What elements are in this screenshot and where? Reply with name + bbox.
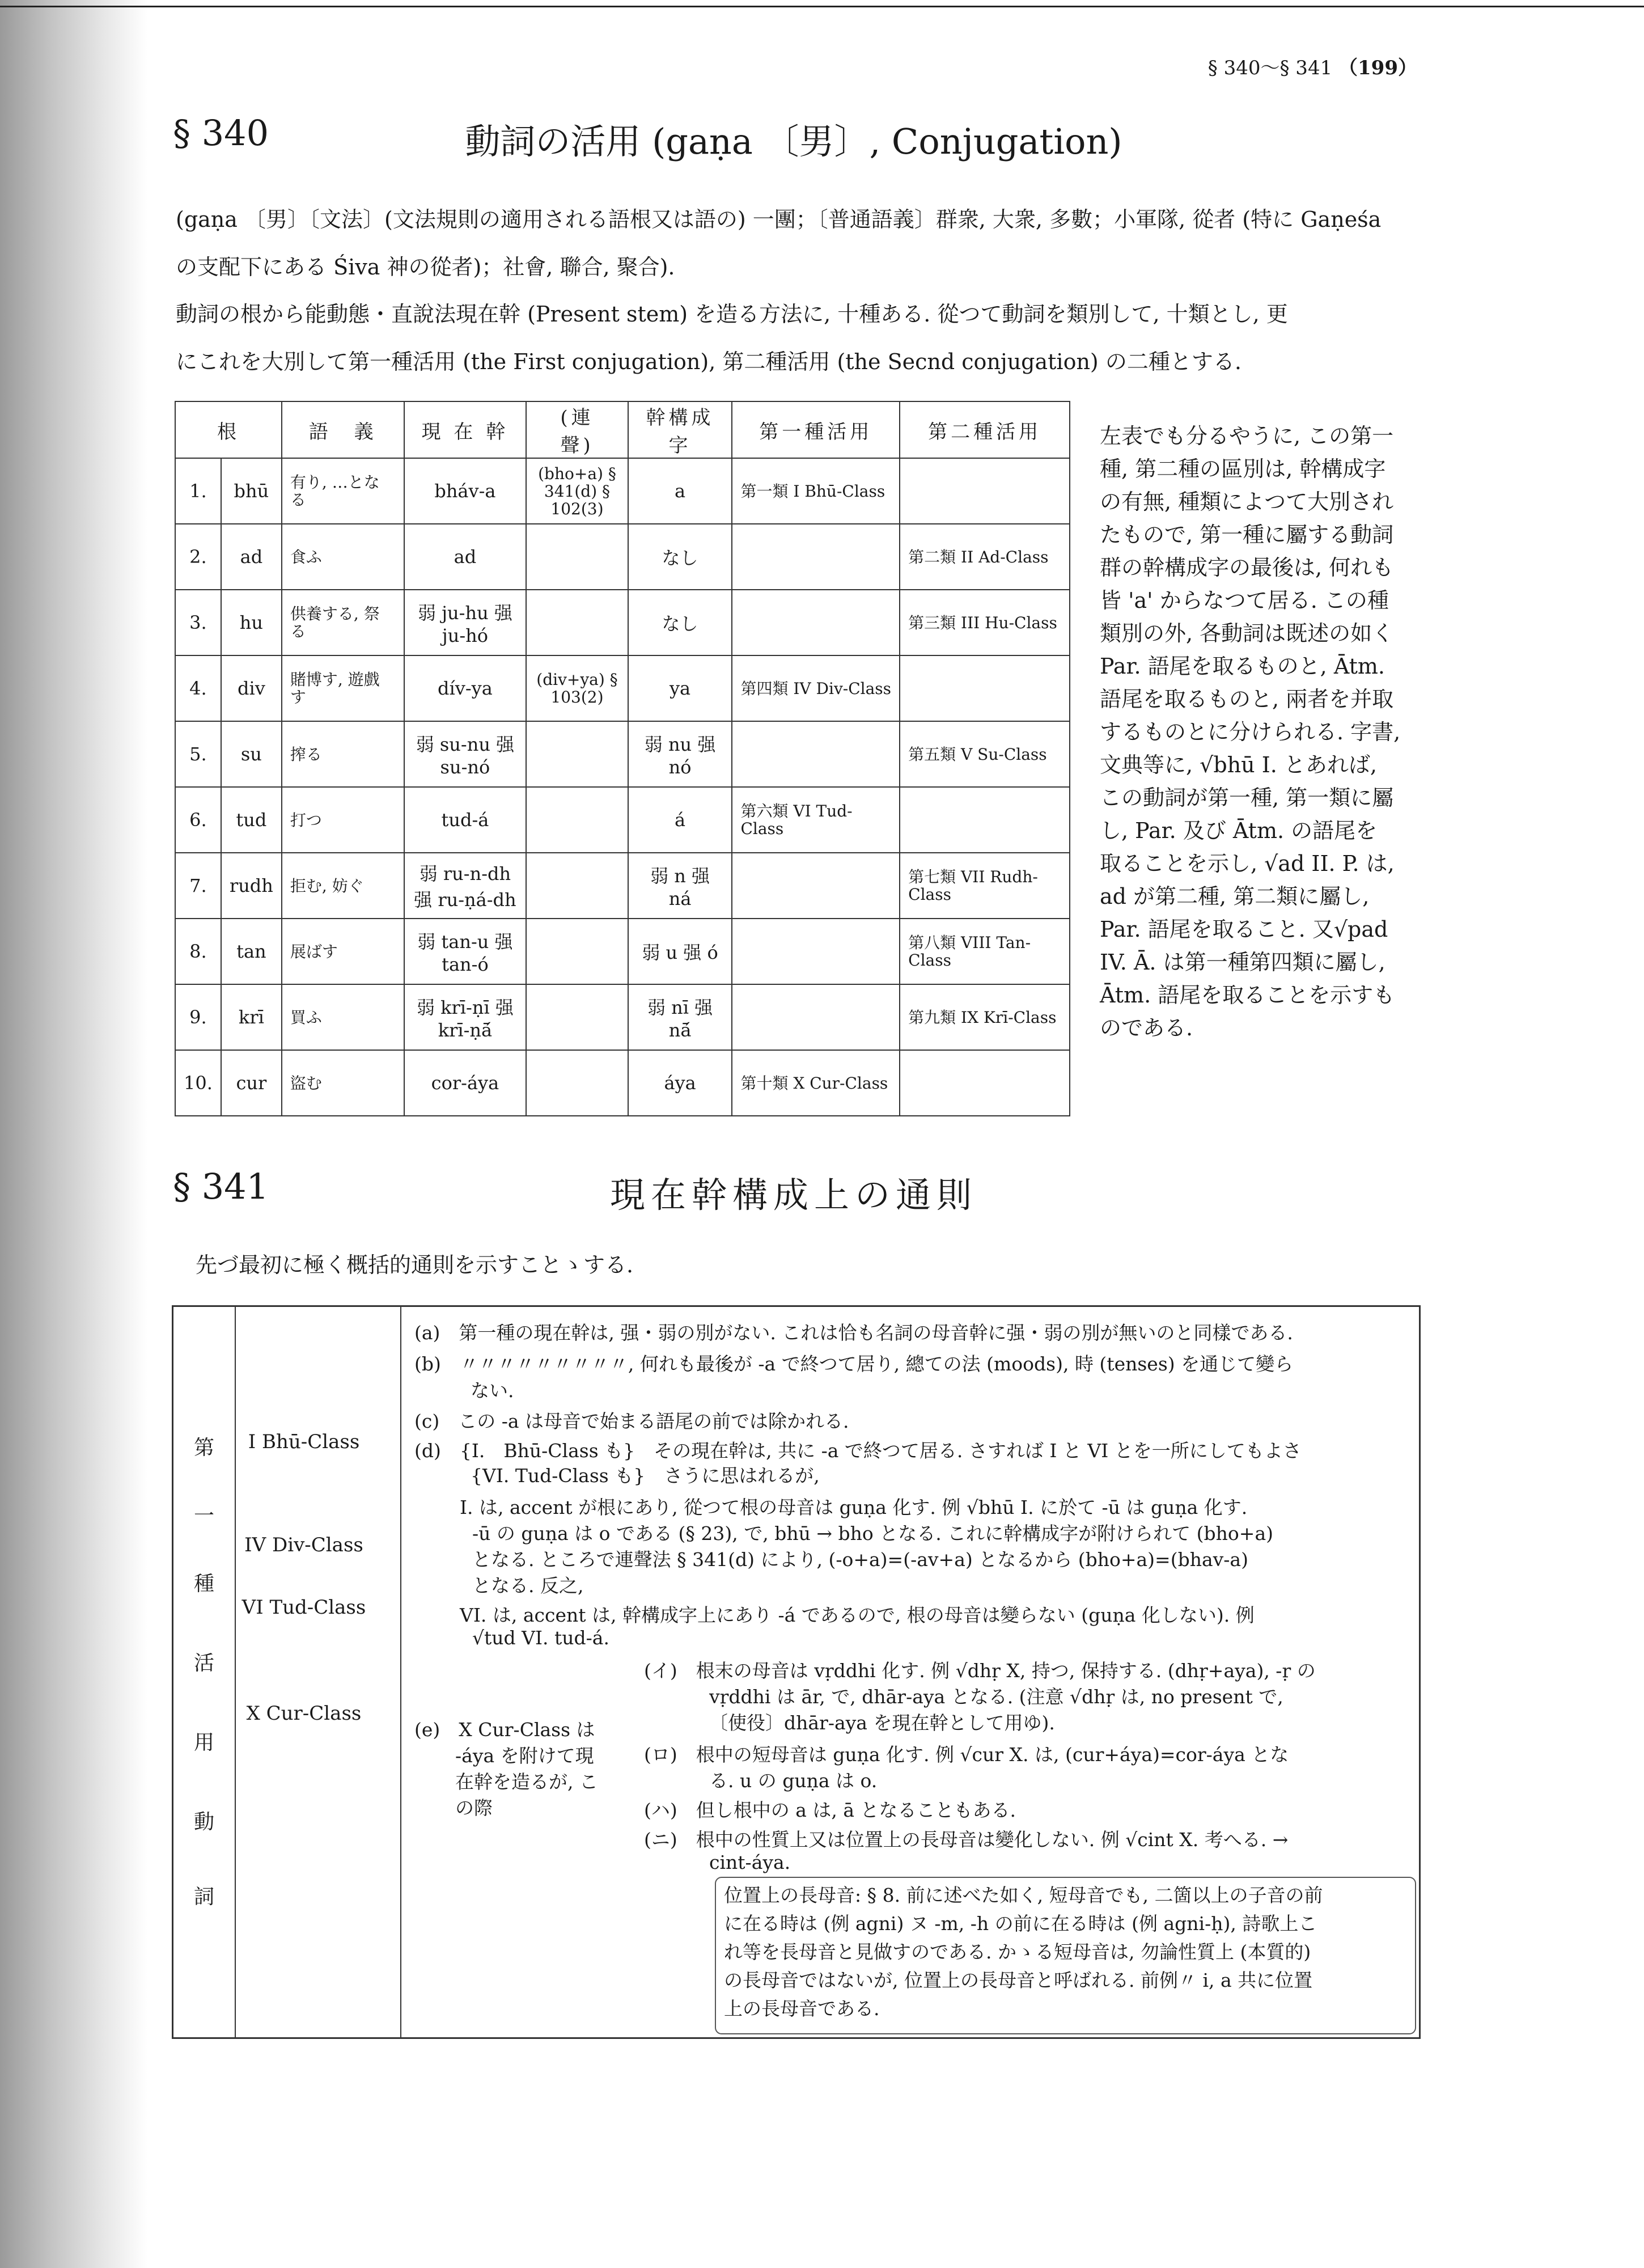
stem-cell: 弱 tan-u 强 tan-ó xyxy=(404,919,527,984)
second-conj-cell: 第九類 IX Krī-Class xyxy=(900,984,1070,1050)
side-note-line: 文典等に, √bhū I. とあれば, xyxy=(1100,752,1377,777)
class-label: X Cur-Class xyxy=(246,1702,362,1725)
root-cell: krī xyxy=(221,984,282,1050)
root-cell: tud xyxy=(221,787,282,853)
first-conj-cell xyxy=(732,721,900,787)
vertical-label-char: 用 xyxy=(193,1731,214,1754)
row-number: 10. xyxy=(175,1050,221,1116)
row-number: 1. xyxy=(175,458,221,524)
second-conj-cell: 第三類 III Hu-Class xyxy=(900,590,1070,655)
long-vowel-note xyxy=(715,1877,1416,2034)
table-row xyxy=(175,1050,1070,1116)
stem-cell: 弱 ru-n-dh 强 ru-ṇá-dh xyxy=(404,853,527,919)
suffix-cell: 弱 n 强 ná xyxy=(628,853,732,919)
side-note xyxy=(1100,420,1429,1044)
side-note-line: のである. xyxy=(1100,1015,1193,1040)
first-conj-cell xyxy=(732,524,900,590)
root-cell: hu xyxy=(221,590,282,655)
header-stem: 現 在 幹 xyxy=(404,401,527,458)
table-row xyxy=(175,787,1070,853)
table-row xyxy=(175,919,1070,984)
vertical-label-char: 動 xyxy=(193,1810,214,1834)
header-sandhi: (連 聲) xyxy=(526,401,628,458)
sandhi-cell xyxy=(526,1050,628,1116)
rule-e-label: 在幹を造るが, こ xyxy=(455,1771,598,1793)
note-line: 位置上の長母音: § 8. 前に述べた如く, 短母音でも, 二箇以上の子音の前 xyxy=(724,1884,1323,1906)
header-root: 根 xyxy=(175,401,282,458)
box-divider xyxy=(235,1307,236,2037)
section-341-title: 現在幹構成上の通則 xyxy=(609,1174,977,1216)
sandhi-cell xyxy=(526,984,628,1050)
meaning-cell: 有り, …となる xyxy=(282,458,404,524)
rule-d-vi-cont: √tud VI. tud-á. xyxy=(472,1627,609,1649)
second-conj-cell xyxy=(900,787,1070,853)
second-conj-cell: 第八類 VIII Tan-Class xyxy=(900,919,1070,984)
side-note-line: Ātm. 語尾を取ることを示すも xyxy=(1100,983,1395,1008)
first-conj-cell xyxy=(732,984,900,1050)
suffix-cell: ya xyxy=(628,655,732,721)
meaning-cell: 打つ xyxy=(282,787,404,853)
meaning-cell: 展ばす xyxy=(282,919,404,984)
side-note-line: し, Par. 及び Ātm. の語尾を xyxy=(1100,818,1378,843)
running-header xyxy=(1208,52,1417,80)
second-conj-cell: 第七類 VII Rudh-Class xyxy=(900,853,1070,919)
class-label: I Bhū-Class xyxy=(248,1431,360,1453)
note-line: に在る時は (例 agni) ヌ -m, -h の前に在る時は (例 agni-ḥ), 詩歌上こ xyxy=(724,1912,1317,1935)
book-gutter-shadow xyxy=(0,0,147,2268)
header-meaning: 語 義 xyxy=(282,401,404,458)
section-340-number: § 340 xyxy=(173,112,269,154)
rule-e-ni-cont: cint-áya. xyxy=(709,1851,791,1873)
row-number: 7. xyxy=(175,853,221,919)
side-note-line: たもので, 第一種に屬する動詞 xyxy=(1100,522,1394,547)
side-note-line: 取ることを示し, √ad II. P. は, xyxy=(1100,851,1395,876)
intro-line: 動詞の根から能動態・直說法現在幹 (Present stem) を造る方法に, 十種ある. 從つて動詞を類別して, 十類とし, 更 xyxy=(176,302,1288,327)
running-sections: § 340～§ 341 xyxy=(1207,57,1333,79)
header-second-conj: 第二種活用 xyxy=(900,401,1070,458)
stem-cell: tud-á xyxy=(404,787,527,853)
section-341-number: § 341 xyxy=(173,1166,269,1207)
conjugation-table xyxy=(175,401,1070,1116)
stem-cell: bháv-a xyxy=(404,458,527,524)
first-conj-cell xyxy=(732,590,900,655)
rule-e-ro: (ロ) 根中の短母音は guṇa 化す. 例 √cur X. は, (cur+áya)=cor-áya とな xyxy=(644,1744,1289,1766)
rule-b-cont: ない. xyxy=(414,1380,514,1402)
table-row xyxy=(175,984,1070,1050)
rule-d-cont: {VI. Tud-Class も} さうに思はれるが, xyxy=(414,1465,820,1487)
stem-cell: 弱 su-nu 强 su-nó xyxy=(404,721,527,787)
rule-e-ni: (ニ) 根中の性質上又は位置上の長母音は變化しない. 例 √cint X. 考へる. → xyxy=(644,1829,1289,1851)
box-divider xyxy=(400,1307,401,2037)
rules-box xyxy=(172,1305,1421,2039)
second-conj-cell xyxy=(900,1050,1070,1116)
side-note-line: 左表でも分るやうに, この第一 xyxy=(1100,424,1394,448)
root-cell: tan xyxy=(221,919,282,984)
root-cell: rudh xyxy=(221,853,282,919)
vertical-label-char: 第 xyxy=(193,1436,214,1459)
table-row xyxy=(175,458,1070,524)
intro-line: にこれを大別して第一種活用 (the First conjugation), 第二種活用 (the Secnd conjugation) の二種とする. xyxy=(176,349,1242,374)
sandhi-cell: (bho+a) § 341(d) § 102(3) xyxy=(526,458,628,524)
root-cell: bhū xyxy=(221,458,282,524)
side-note-line: 種, 第二種の區別は, 幹構成字 xyxy=(1100,456,1386,481)
vertical-label-char: 詞 xyxy=(193,1885,214,1909)
side-note-line: 語尾を取るものと, 兩者を并取 xyxy=(1100,687,1394,712)
meaning-cell: 盜む xyxy=(282,1050,404,1116)
table-row xyxy=(175,721,1070,787)
suffix-cell: なし xyxy=(628,590,732,655)
row-number: 3. xyxy=(175,590,221,655)
side-note-line: するものとに分けられる. 字書, xyxy=(1100,720,1401,744)
class-label: IV Div-Class xyxy=(244,1534,363,1556)
stem-cell: 弱 krī-ṇī 强 krī-ṇā́ xyxy=(404,984,527,1050)
sandhi-cell xyxy=(526,787,628,853)
second-conj-cell: 第二類 II Ad-Class xyxy=(900,524,1070,590)
definition-line: の支配下にある Śiva 神の從者)；社會, 聯合, 聚合). xyxy=(176,255,675,280)
definition-line: (gaṇa 〔男〕〔文法〕(文法規則の適用される語根又は語の) 一團；〔普通語義〕群衆, 大衆, 多數；小軍隊, 從者 (特に Gaṇeśa xyxy=(176,207,1382,232)
row-number: 4. xyxy=(175,655,221,721)
row-number: 9. xyxy=(175,984,221,1050)
meaning-cell: 賭博す, 遊戲す xyxy=(282,655,404,721)
header-suffix: 幹構成字 xyxy=(628,401,732,458)
suffix-cell: 弱 nu 强 nó xyxy=(628,721,732,787)
meaning-cell: 食ふ xyxy=(282,524,404,590)
suffix-cell: 弱 u 强 ó xyxy=(628,919,732,984)
rule-e-ro-cont: る. u の guṇa は o. xyxy=(709,1770,878,1792)
table-row xyxy=(175,853,1070,919)
rule-d: (d) {I. Bhū-Class も} その現在幹は, 共に -a で終つて居る. さすれば I と VI とを一所にしてもよさ xyxy=(414,1440,1302,1462)
suffix-cell: a xyxy=(628,458,732,524)
side-note-line: 類別の外, 各動詞は既述の如く xyxy=(1100,621,1394,646)
sandhi-cell: (div+ya) § 103(2) xyxy=(526,655,628,721)
header-first-conj: 第一種活用 xyxy=(732,401,900,458)
row-number: 5. xyxy=(175,721,221,787)
suffix-cell: 弱 nī 强 nā́ xyxy=(628,984,732,1050)
table-row xyxy=(175,590,1070,655)
second-conj-cell xyxy=(900,458,1070,524)
first-conj-cell: 第十類 X Cur-Class xyxy=(732,1050,900,1116)
class-label: VI Tud-Class xyxy=(241,1596,366,1619)
section-340-intro xyxy=(176,290,1434,386)
table-row xyxy=(175,655,1070,721)
stem-cell: 弱 ju-hu 强 ju-hó xyxy=(404,590,527,655)
first-conj-cell xyxy=(732,919,900,984)
rule-e-label: (e) X Cur-Class は xyxy=(414,1719,595,1741)
sandhi-cell xyxy=(526,721,628,787)
rule-c: (c) この -a は母音で始まる語尾の前では除かれる. xyxy=(414,1410,849,1432)
meaning-cell: 拒む, 妨ぐ xyxy=(282,853,404,919)
rule-d-vi: VI. は, accent は, 幹構成字上にあり -á であるので, 根の母音は變らない (guṇa 化しない). 例 xyxy=(460,1604,1255,1626)
vertical-label-char: 活 xyxy=(193,1652,214,1675)
table-row xyxy=(175,524,1070,590)
rule-d-i-cont: となる. 反之, xyxy=(472,1575,584,1597)
rule-e-i-cont: vṛddhi は ār, で, dhār-aya となる. (注意 √dhṛ は, no present で, xyxy=(709,1686,1283,1708)
second-conj-cell xyxy=(900,655,1070,721)
root-cell: su xyxy=(221,721,282,787)
stem-cell: cor-áya xyxy=(404,1050,527,1116)
first-conj-cell: 第一類 I Bhū-Class xyxy=(732,458,900,524)
side-note-line: この動詞が第一種, 第一類に屬 xyxy=(1100,785,1394,810)
root-cell: ad xyxy=(221,524,282,590)
side-note-line: IV. Ā. は第一種第四類に屬し, xyxy=(1100,950,1385,975)
rule-e-label: -áya を附けて現 xyxy=(455,1745,594,1767)
root-cell: cur xyxy=(221,1050,282,1116)
side-note-line: の有無, 種類によつて大別され xyxy=(1100,489,1394,514)
section-340-definition xyxy=(176,196,1423,291)
meaning-cell: 搾る xyxy=(282,721,404,787)
first-conj-cell: 第四類 IV Div-Class xyxy=(732,655,900,721)
rule-d-i-cont: となる. ところで連聲法 § 341(d) により, (-o+a)=(-av+a) となるから (bho+a)=(bhav-a) xyxy=(472,1548,1248,1571)
top-rule xyxy=(0,6,1644,7)
suffix-cell: なし xyxy=(628,524,732,590)
row-number: 6. xyxy=(175,787,221,853)
sandhi-cell xyxy=(526,590,628,655)
rule-b: (b) 〃〃〃〃〃〃〃〃〃, 何れも最後が -a で終つて居り, 總ての法 (moods), 時 (tenses) を通じて變ら xyxy=(414,1353,1294,1375)
vertical-label-char: 種 xyxy=(193,1572,214,1596)
root-cell: div xyxy=(221,655,282,721)
page-number: （199） xyxy=(1338,57,1417,79)
row-number: 8. xyxy=(175,919,221,984)
rule-e-ha: (ハ) 但し根中の a は, ā となることもある. xyxy=(644,1799,1016,1821)
side-note-line: 皆 'a' からなつて居る. この種 xyxy=(1100,588,1389,613)
sandhi-cell xyxy=(526,919,628,984)
rule-e-i-cont: 〔使役〕dhār-aya を現在幹として用ゆ). xyxy=(709,1712,1055,1734)
side-note-line: 群の幹構成字の最後は, 何れも xyxy=(1100,555,1394,580)
side-note-line: Par. 語尾を取ること. 又√pad xyxy=(1100,917,1388,942)
rule-d-i-cont: -ū の guṇa は o である (§ 23), で, bhū → bho となる. これに幹構成字が附けられて (bho+a) xyxy=(472,1522,1273,1545)
meaning-cell: 買ふ xyxy=(282,984,404,1050)
section-340-title: 動詞の活用 (gaṇa 〔男〕, Conjugation) xyxy=(465,121,1122,162)
note-line: 上の長母音である. xyxy=(724,1998,880,2020)
rule-a: (a) 第一種の現在幹は, 强・弱の別がない. これは恰も名詞の母音幹に强・弱の別が無いのと同樣である. xyxy=(414,1322,1293,1344)
section-341-intro: 先づ最初に極く概括的通則を示すことゝする. xyxy=(196,1253,634,1277)
note-line: の長母音ではないが, 位置上の長母音と呼ばれる. 前例〃 i, a 共に位置 xyxy=(724,1969,1313,1991)
rule-d-i: I. は, accent が根にあり, 從つて根の母音は guṇa 化す. 例 √bhū I. に於て -ū は guṇa 化す. xyxy=(460,1496,1248,1518)
stem-cell: dív-ya xyxy=(404,655,527,721)
side-note-line: Par. 語尾を取るものと, Ātm. xyxy=(1100,654,1385,679)
first-conj-cell: 第六類 VI Tud-Class xyxy=(732,787,900,853)
side-note-line: ad が第二種, 第二類に屬し, xyxy=(1100,884,1370,909)
stem-cell: ad xyxy=(404,524,527,590)
vertical-label-char: 一 xyxy=(193,1504,214,1527)
meaning-cell: 供養する, 祭る xyxy=(282,590,404,655)
rule-e-i: (イ) 根末の母音は vṛddhi 化す. 例 √dhṛ X, 持つ, 保持する. (dhṛ+aya), -ṛ の xyxy=(644,1660,1316,1682)
first-conj-cell xyxy=(732,853,900,919)
second-conj-cell: 第五類 V Su-Class xyxy=(900,721,1070,787)
rule-e-label: の際 xyxy=(455,1797,493,1819)
sandhi-cell xyxy=(526,524,628,590)
suffix-cell: á xyxy=(628,787,732,853)
note-line: れ等を長母音と見做すのである. かゝる短母音は, 勿論性質上 (本質的) xyxy=(724,1941,1311,1963)
suffix-cell: áya xyxy=(628,1050,732,1116)
sandhi-cell xyxy=(526,853,628,919)
row-number: 2. xyxy=(175,524,221,590)
